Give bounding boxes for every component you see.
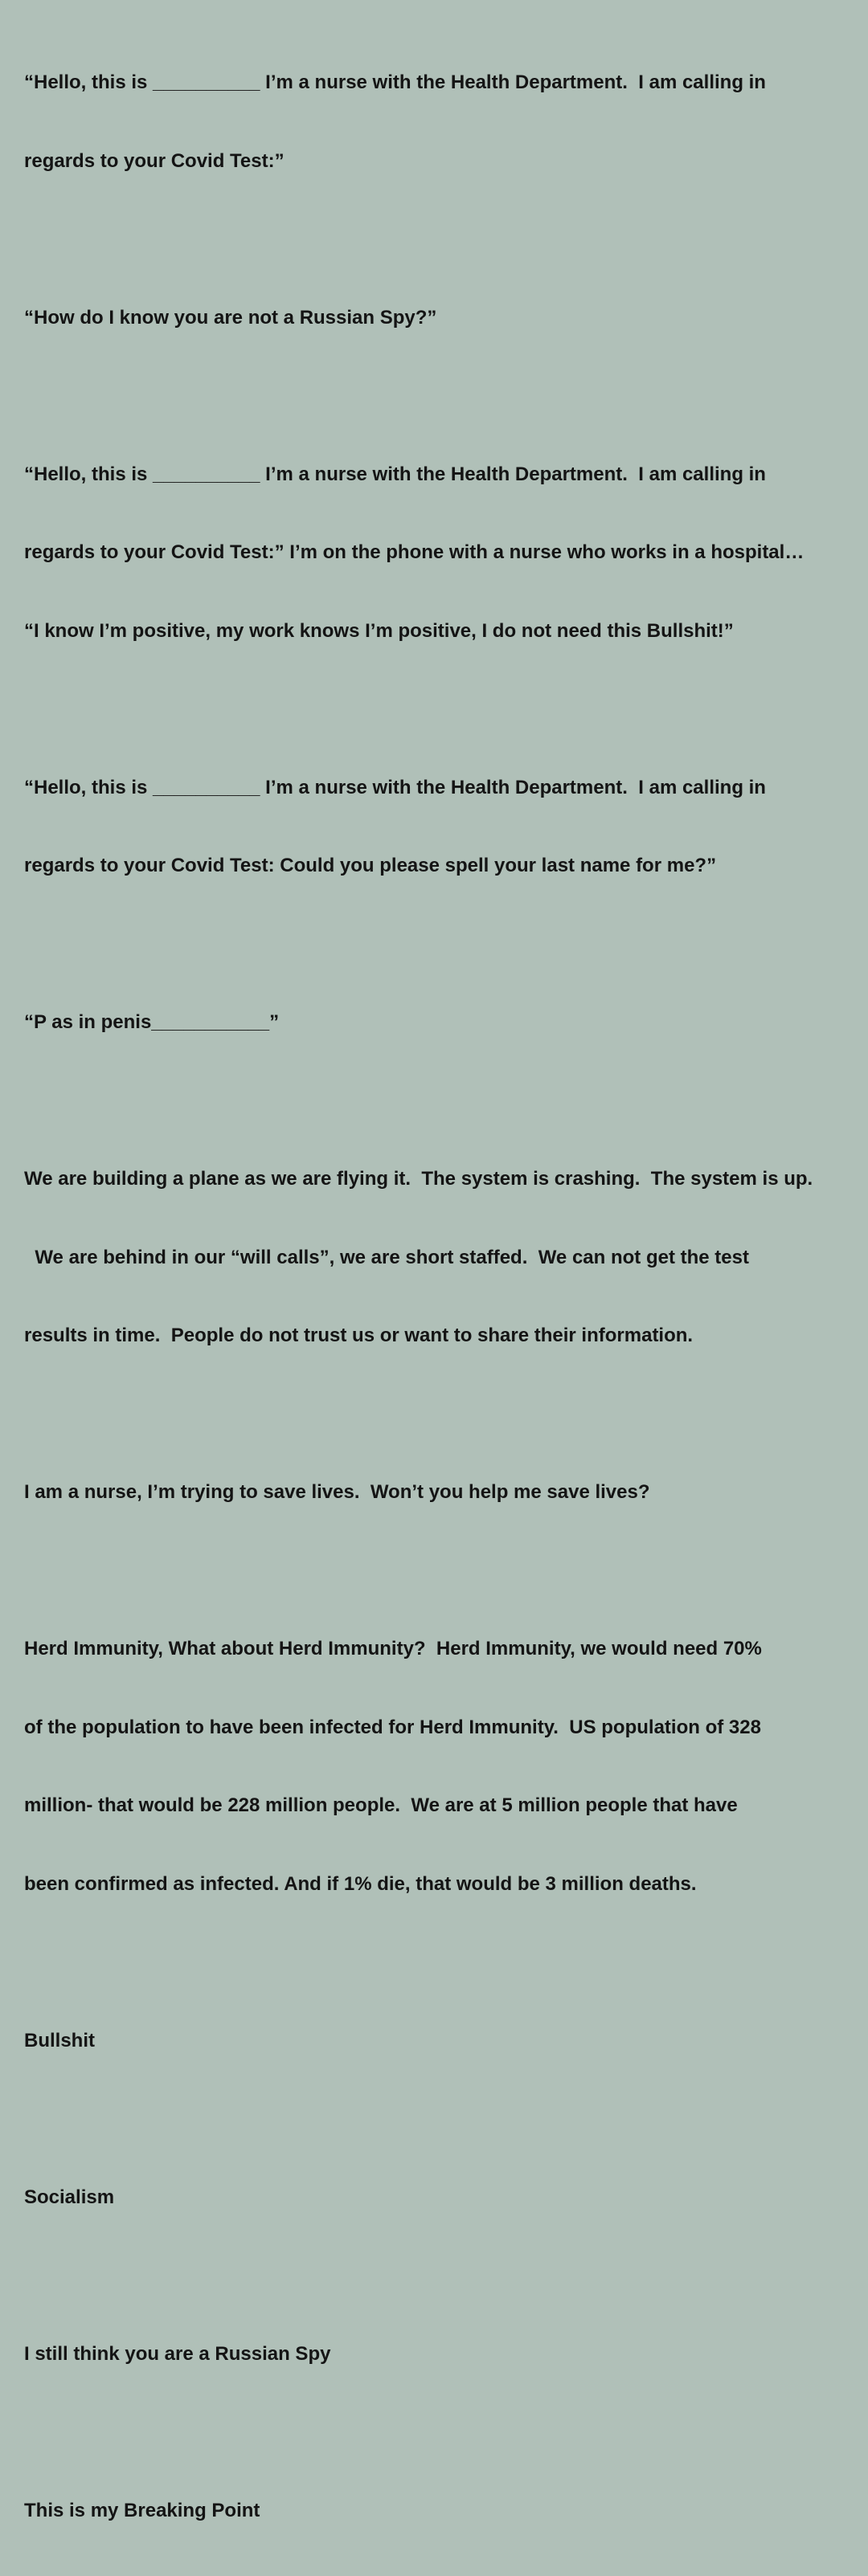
paragraph-russian-spy-question (24, 253, 852, 384)
paragraph-breaking-point (24, 2446, 852, 2576)
text-line: This is my Breaking Point (24, 2498, 852, 2525)
text-line: Herd Immunity, What about Herd Immunity? Herd Immunity, we would need 70% (24, 1636, 852, 1663)
text-line: “I know I’m positive, my work knows I’m positive, I do not need this Bullshit!” (24, 618, 852, 645)
text-line: been confirmed as infected. And if 1% die, that would be 3 million deaths. (24, 1872, 852, 1898)
text-line: We are building a plane as we are flying it. The system is crashing. The system is up. (24, 1166, 852, 1193)
paragraph-call-intro-3 (24, 723, 852, 932)
paragraph-herd-immunity (24, 1584, 852, 1949)
text-line: “Hello, this is __________ I’m a nurse with the Health Department. I am calling in (24, 70, 852, 96)
text-line: regards to your Covid Test:” I’m on the phone with a nurse who works in a hospital… (24, 540, 852, 566)
paragraph-call-intro-1 (24, 18, 852, 227)
text-line: regards to your Covid Test: Could you please spell your last name for me?” (24, 853, 852, 880)
paragraph-still-russian-spy (24, 2289, 852, 2420)
paragraph-save-lives (24, 1427, 852, 1558)
text-post (0, 0, 868, 868)
text-line: I am a nurse, I’m trying to save lives. Won’t you help me save lives? (24, 1480, 852, 1506)
paragraph-bullshit (24, 1976, 852, 2107)
paragraph-call-intro-2 (24, 410, 852, 697)
paragraph-socialism (24, 2133, 852, 2264)
text-line: regards to your Covid Test:” (24, 149, 852, 175)
text-line: We are behind in our “will calls”, we are short staffed. We can not get the test (24, 1245, 852, 1272)
text-line: Socialism (24, 2185, 852, 2211)
paragraph-system-status (24, 1114, 852, 1402)
text-line: I still think you are a Russian Spy (24, 2341, 852, 2368)
text-line: of the population to have been infected for Herd Immunity. US population of 328 (24, 1715, 852, 1741)
text-line: results in time. People do not trust us or want to share their information. (24, 1323, 852, 1349)
text-line: “Hello, this is __________ I’m a nurse with the Health Department. I am calling in (24, 775, 852, 802)
text-line: Bullshit (24, 2028, 852, 2055)
text-line: million- that would be 228 million people. We are at 5 million people that have (24, 1793, 852, 1819)
text-line: “P as in penis___________” (24, 1010, 852, 1036)
text-line: “How do I know you are not a Russian Spy?” (24, 305, 852, 332)
text-line: “Hello, this is __________ I’m a nurse with the Health Department. I am calling in (24, 462, 852, 488)
paragraph-spelling-reply (24, 957, 852, 1088)
